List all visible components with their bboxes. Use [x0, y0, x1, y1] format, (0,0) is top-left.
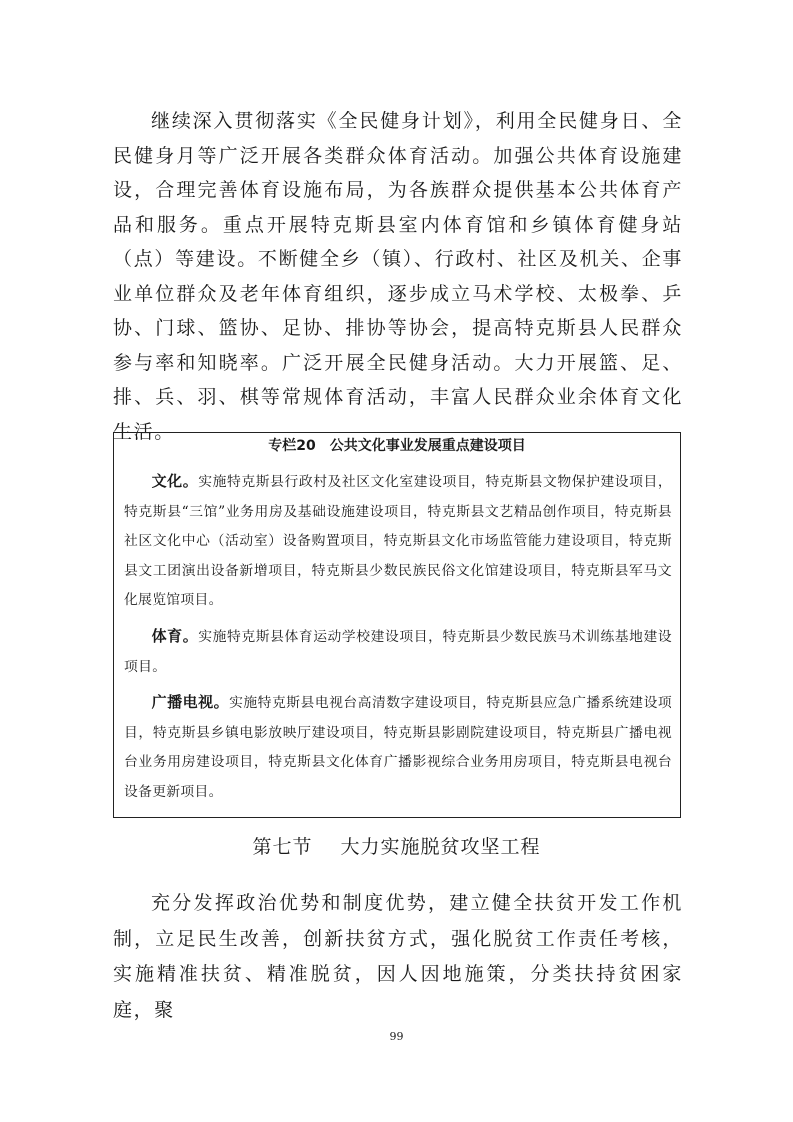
section-number: 第七节 — [252, 836, 313, 858]
sports-lead: 体育。 — [151, 626, 199, 645]
broadcast-item — [124, 688, 672, 807]
culture-text: 实施特克斯县行政村及社区文化室建设项目，特克斯县文物保护建设项目，特克斯县“三馆”业务用房及基础设施建设项目，特克斯县文艺精品创作项目，特克斯县社区文化中心（活动室）设备购置项目，特克斯县文化市场监管能力建设项目，特克斯县文工团演出设备新增项目，特克斯县少数民族民俗文化馆建设项目，特克斯县军马文化展览馆项目。 — [124, 474, 672, 609]
section-title: 大力实施脱贫攻坚工程 — [340, 836, 541, 858]
sports-text: 实施特克斯县体育运动学校建设项目，特克斯县少数民族马术训练基地建设项目。 — [124, 628, 672, 675]
section-heading — [0, 832, 793, 859]
box-title: 专栏20 公共文化事业发展重点建设项目 — [268, 438, 526, 454]
broadcast-text: 实施特克斯县电视台高清数字建设项目，特克斯县应急广播系统建设项目，特克斯县乡镇电影放映厅建设项目，特克斯县影剧院建设项目，特克斯县广播电视台业务用房建设项目，特克斯县文化体育广播影视综合业务用房项目，特克斯县电视台设备更新项目。 — [124, 695, 672, 800]
sports-item — [124, 622, 672, 682]
project-column-box — [113, 432, 681, 818]
culture-lead: 文化。 — [151, 472, 199, 490]
box-body — [124, 467, 672, 814]
broadcast-lead: 广播电视。 — [151, 693, 230, 712]
intro-paragraph: 继续深入贯彻落实《全民健身计划》，利用全民健身日、全民健身月等广泛开展各类群众体育活动。加强公共体育设施建设，合理完善体育设施布局，为各族群众提供基本公共体育产品和服务。重点开展特克斯县室内体育馆和乡镇体育健身站（点）等建设。不断健全乡（镇）、行政村、社区及机关、企事业单位群众及老年体育组织，逐步成立马术学校、太极拳、乒协、门球、篮协、足协、排协等协会，提高特克斯县人民群众参与率和知晓率。广泛开展全民健身活动。大力开展篮、足、排、兵、羽、棋等常规体育活动，丰富人民群众业余体育文化生活。 — [113, 110, 683, 443]
closing-paragraph: 充分发挥政治优势和制度优势，建立健全扶贫开发工作机制，立足民生改善，创新扶贫方式，强化脱贫工作责任考核，实施精准扶贫、精准脱贫，因人因地施策，分类扶持贫困家庭，聚 — [113, 892, 683, 1021]
culture-item — [124, 467, 672, 616]
page-number: 99 — [389, 1030, 404, 1043]
